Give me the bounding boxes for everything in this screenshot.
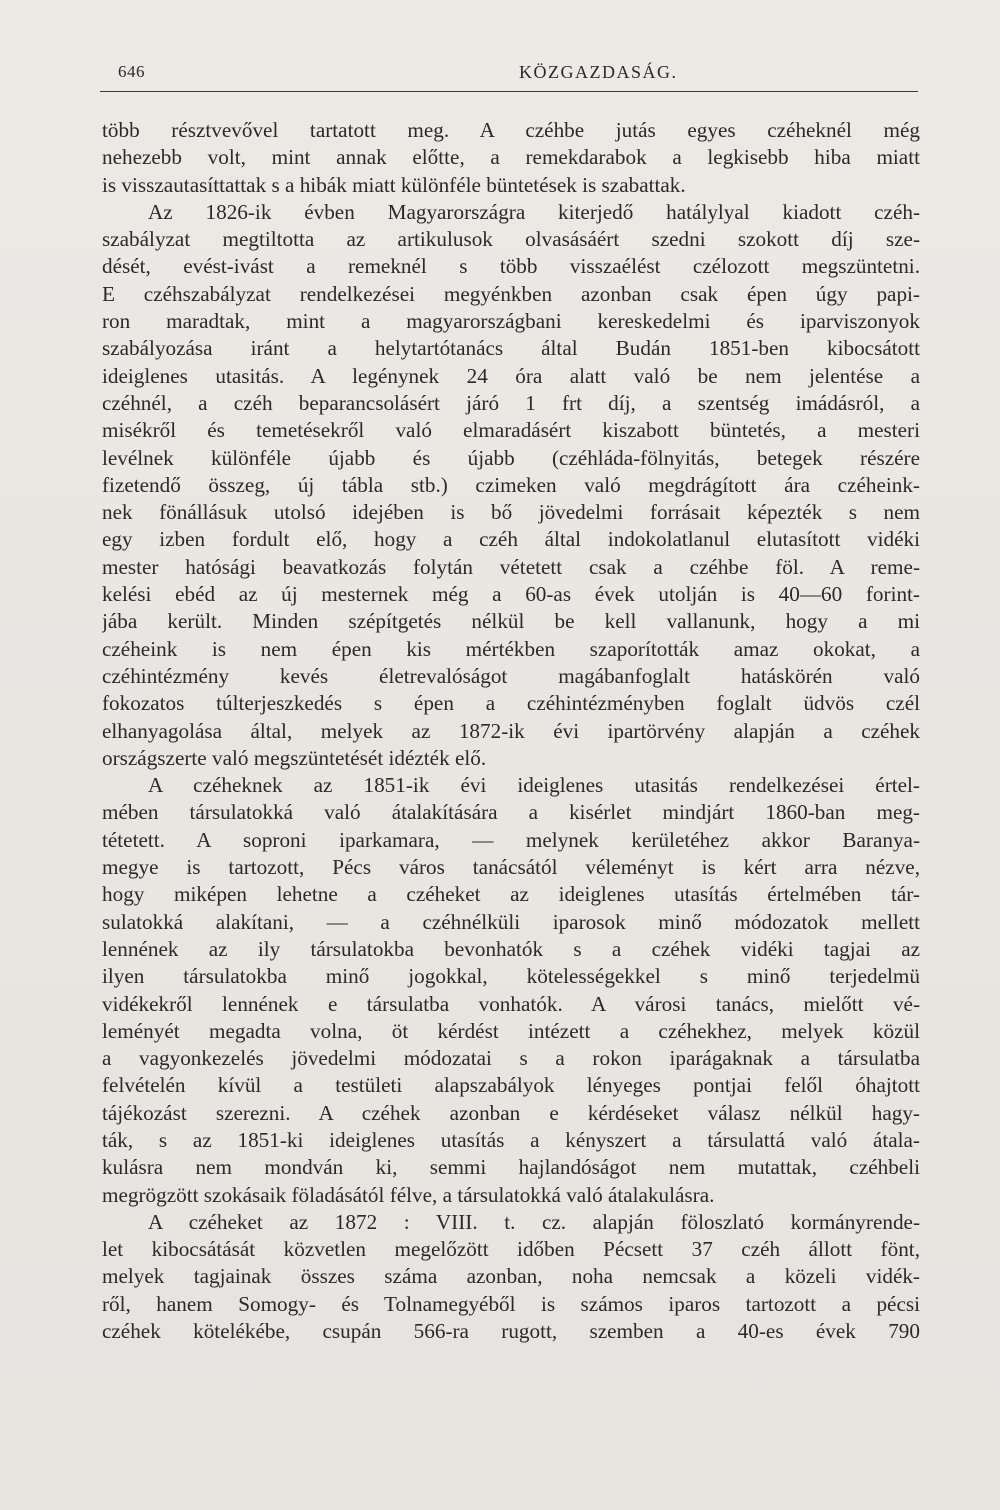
running-head: KÖZGAZDASÁG. — [519, 62, 678, 82]
text-line: tétetett. A soproni iparkamara, — melynek kerületéhez akkor Baranya- — [102, 827, 920, 852]
text-line: megrögzött szokásaik föladásától félve, a társulatokká való átalakulásra. — [102, 1182, 715, 1207]
text-line: nek fönállásuk utolsó idejében is bő jövedelmi forrásait képezték s nem — [102, 500, 920, 525]
text-line: ron maradtak, mint a magyarországbani kereskedelmi és iparviszonyok — [102, 309, 920, 334]
text-line: czéheink is nem épen kis mértékben szaporították amaz okokat, a — [102, 636, 920, 661]
paragraph-start-line: A czéheket az 1872 : VIII. t. cz. alapján föloszlató kormányrende- — [148, 1209, 920, 1234]
page-header — [96, 62, 918, 86]
text-line: jába került. Minden szépítgetés nélkül be kell vallanunk, hogy a mi — [102, 609, 920, 634]
text-line: országszerte való megszüntetését idézték elő. — [102, 745, 487, 770]
body-text — [102, 117, 920, 1345]
text-line: ilyen társulatokba minő jogokkal, kötelességekkel s minő terjedelmü — [102, 964, 920, 989]
text-line: mester hatósági beavatkozás folytán vétetett csak a czéhbe föl. A reme- — [102, 554, 920, 579]
text-line: egy izben fordult elő, hogy a czéh által indokolatlanul elutasított vidéki — [102, 527, 920, 552]
text-line: kelési ebéd az új mesternek még a 60-as évek utolján is 40—60 forint- — [102, 582, 920, 607]
text-line: nehezebb volt, mint annak előtte, a remekdarabok a legkisebb hiba miatt — [102, 145, 920, 170]
text-line: sulatokká alakítani, — a czéhnélküli iparosok minő módozatok mellett — [102, 909, 920, 934]
text-line: is visszautasíttattak s a hibák miatt különféle büntetések is szabattak. — [102, 172, 686, 197]
text-line: a vagyonkezelés jövedelmi módozatai s a rokon iparágaknak a társulatba — [102, 1046, 920, 1071]
text-line: levélnek különféle újabb és újabb (czéhláda-fölnyitás, betegek részére — [102, 445, 920, 470]
text-line: ről, hanem Somogy- és Tolnamegyéből is számos iparos tartozott a pécsi — [102, 1291, 920, 1316]
text-line: czéhintézmény kevés életrevalóságot magábanfoglalt hatáskörén való — [102, 663, 920, 688]
text-line: ideiglenes utasitás. A legénynek 24 óra alatt való be nem jelentése a — [102, 363, 920, 388]
text-line: mében társulatokká való átalakítására a kisérlet mindjárt 1860-ban meg- — [102, 800, 920, 825]
text-line: elhanyagolása által, melyek az 1872-ik évi ipartörvény alapján a czéhek — [102, 718, 920, 743]
text-line: hogy miképen lehetne a czéheket az ideiglenes utasítás értelmében tár- — [102, 882, 920, 907]
text-line: let kibocsátását közvetlen megelőzött időben Pécsett 37 czéh állott fönt, — [102, 1237, 920, 1262]
text-line: czéhnél, a czéh beparancsolásért járó 1 frt díj, a szentség imádásról, a — [102, 390, 920, 415]
text-line: fokozatos túlterjeszkedés s épen a czéhintézményben foglalt üdvös czél — [102, 691, 920, 716]
text-line: tájékozást szerezni. A czéhek azonban e kérdéseket válasz nélkül hagy- — [102, 1100, 920, 1125]
text-line: vidékekről lennének e társulatba vonhatók. A városi tanács, mielőtt vé- — [102, 991, 920, 1016]
text-line: dését, evést-ivást a remeknél s több visszaélést czélozott megszüntetni. — [102, 254, 920, 279]
header-rule — [100, 91, 918, 92]
page-number: 646 — [118, 62, 145, 81]
paragraph-start-line: A czéheknek az 1851-ik évi ideiglenes utasitás rendelkezései értel- — [148, 773, 920, 798]
text-line: misékről és temetésekről való elmaradásért kiszabott büntetés, a mesteri — [102, 418, 920, 443]
text-line: fizetendő összeg, új tábla stb.) czimeken való megdrágított ára czéheink- — [102, 472, 920, 497]
text-line: E czéhszabályzat rendelkezései megyénkben azonban csak épen úgy papi- — [102, 281, 920, 306]
text-line: megye is tartozott, Pécs város tanácsától véleményt is kért arra nézve, — [102, 855, 920, 880]
paragraph-start-line: Az 1826-ik évben Magyarországra kiterjedő hatálylyal kiadott czéh- — [148, 199, 920, 224]
text-line: szabályozása iránt a helytartótanács által Budán 1851-ben kibocsátott — [102, 336, 920, 361]
text-line: kulásra nem mondván ki, semmi hajlandóságot nem mutattak, czéhbeli — [102, 1155, 920, 1180]
text-line: lennének az ily társulatokba bevonhatók s a czéhek vidéki tagjai az — [102, 936, 920, 961]
text-line: czéhek kötelékébe, csupán 566-ra rugott, szemben a 40-es évek 790 — [102, 1319, 920, 1344]
text-line: szabályzat megtiltotta az artikulusok olvasásáért szedni szokott díj sze- — [102, 227, 920, 252]
text-line: több résztvevővel tartatott meg. A czéhbe jutás egyes czéheknél még — [102, 118, 920, 142]
text-line: leményét megadta volna, öt kérdést intézett a czéhekhez, melyek közül — [102, 1018, 920, 1043]
text-line: melyek tagjainak összes száma azonban, noha nemcsak a közeli vidék- — [102, 1264, 920, 1289]
text-line: ták, s az 1851-ki ideiglenes utasítás a kényszert a társulattá való átala- — [102, 1127, 920, 1152]
text-line: felvételén kívül a testületi alapszabályok lényeges pontjai felől óhajtott — [102, 1073, 920, 1098]
